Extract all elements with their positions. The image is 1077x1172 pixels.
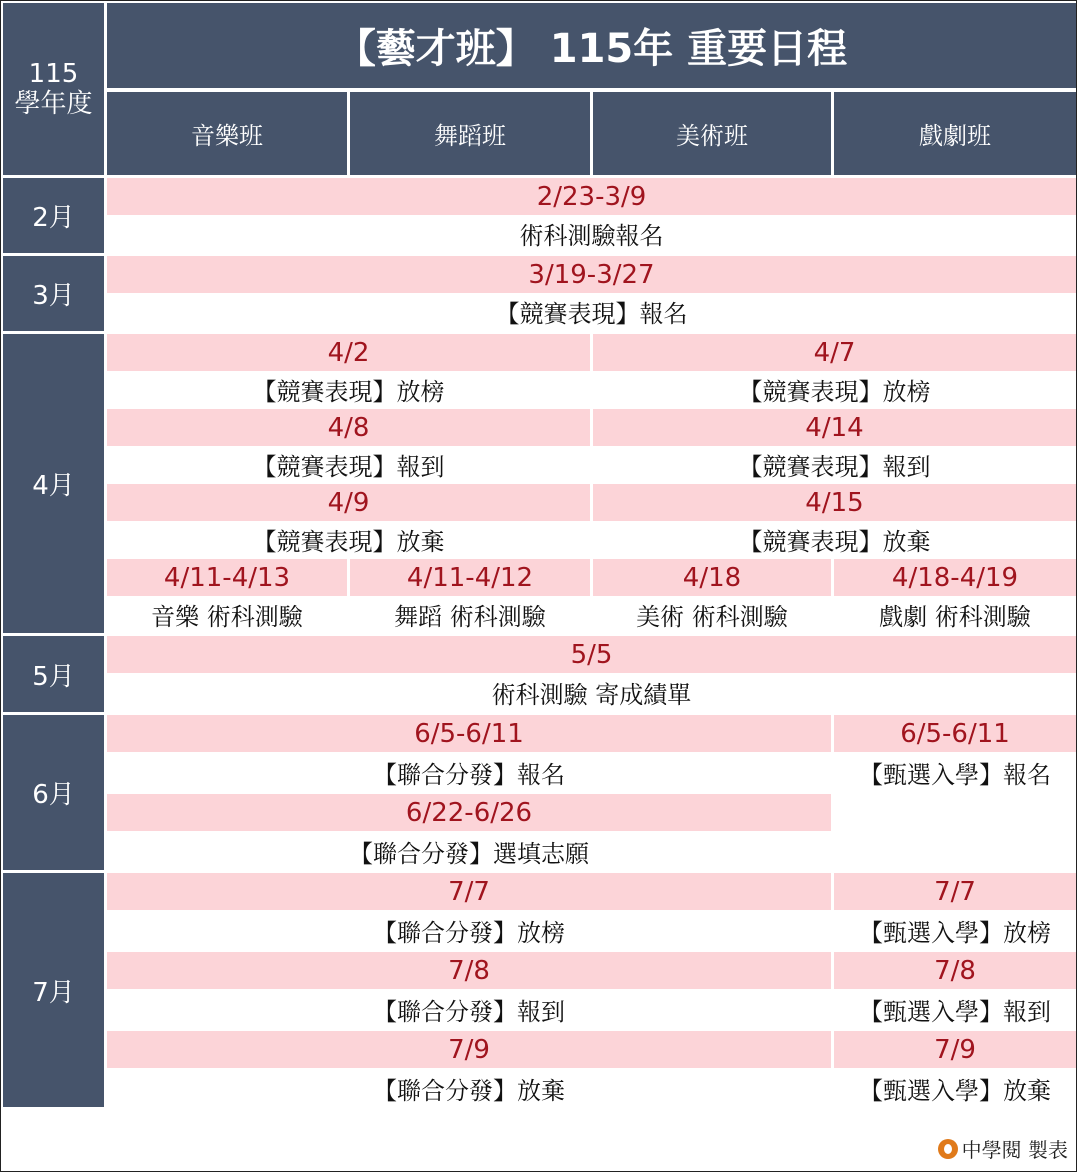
date-cell: 7/9 (107, 1031, 831, 1068)
date-cell: 3/19-3/27 (107, 256, 1076, 293)
date-cell: 7/7 (107, 873, 831, 910)
event-cell: 舞蹈 術科測驗 (350, 596, 590, 633)
date-cell: 4/7 (593, 334, 1076, 371)
column-header-art: 美術班 (593, 92, 831, 175)
column-header-drama: 戲劇班 (834, 92, 1076, 175)
event-cell: 【競賽表現】放棄 (107, 521, 590, 558)
date-cell: 4/9 (107, 484, 590, 521)
date-cell: 6/22-6/26 (107, 794, 831, 831)
month-label-jul: 7月 (3, 873, 104, 1107)
month-label-may: 5月 (3, 636, 104, 712)
event-cell: 音樂 術科測驗 (107, 596, 347, 633)
date-cell: 4/14 (593, 409, 1076, 446)
date-cell: 6/5-6/11 (107, 715, 831, 752)
date-cell: 4/15 (593, 484, 1076, 521)
date-cell: 4/8 (107, 409, 590, 446)
page-title: 【藝才班】 115年 重要日程 (107, 3, 1076, 88)
month-label-feb: 2月 (3, 178, 104, 253)
month-label-jun: 6月 (3, 715, 104, 870)
footer-credit-text: 中學閱 製表 (961, 1138, 1068, 1162)
event-cell: 【聯合分發】報名 (107, 754, 831, 791)
event-cell: 【聯合分發】選填志願 (107, 833, 831, 870)
date-cell: 4/18 (593, 559, 831, 596)
event-cell: 術科測驗 寄成績單 (107, 674, 1076, 711)
date-cell: 7/8 (834, 952, 1076, 989)
event-cell: 術科測驗報名 (107, 215, 1076, 252)
date-cell: 7/9 (834, 1031, 1076, 1068)
date-cell: 4/11-4/13 (107, 559, 347, 596)
event-cell: 【競賽表現】放榜 (107, 371, 590, 408)
event-cell: 【甄選入學】放榜 (834, 912, 1076, 949)
date-cell: 7/7 (834, 873, 1076, 910)
school-year-number: 115 (28, 59, 79, 89)
event-cell: 【甄選入學】放棄 (834, 1070, 1076, 1107)
event-cell: 【聯合分發】報到 (107, 991, 831, 1028)
date-cell: 4/2 (107, 334, 590, 371)
event-cell: 【競賽表現】報到 (593, 446, 1076, 483)
event-cell: 【競賽表現】報名 (107, 293, 1076, 330)
event-cell: 【甄選入學】報到 (834, 991, 1076, 1028)
month-label-mar: 3月 (3, 256, 104, 331)
event-cell: 【競賽表現】報到 (107, 446, 590, 483)
date-cell: 5/5 (107, 636, 1076, 673)
month-label-apr: 4月 (3, 334, 104, 633)
footer-credit (938, 1134, 1068, 1163)
event-cell: 【聯合分發】放榜 (107, 912, 831, 949)
event-cell: 美術 術科測驗 (593, 596, 831, 633)
date-cell: 4/11-4/12 (350, 559, 590, 596)
column-header-music: 音樂班 (107, 92, 347, 175)
brand-logo-icon (938, 1139, 958, 1159)
date-cell: 4/18-4/19 (834, 559, 1076, 596)
event-cell: 【聯合分發】放棄 (107, 1070, 831, 1107)
column-header-dance: 舞蹈班 (350, 92, 590, 175)
event-cell: 【甄選入學】報名 (834, 754, 1076, 791)
school-year-cell (3, 3, 104, 175)
date-cell: 7/8 (107, 952, 831, 989)
event-cell: 戲劇 術科測驗 (834, 596, 1076, 633)
school-year-label: 學年度 (14, 89, 93, 119)
date-cell: 6/5-6/11 (834, 715, 1076, 752)
event-cell: 【競賽表現】放榜 (593, 371, 1076, 408)
event-cell: 【競賽表現】放棄 (593, 521, 1076, 558)
date-cell: 2/23-3/9 (107, 178, 1076, 215)
